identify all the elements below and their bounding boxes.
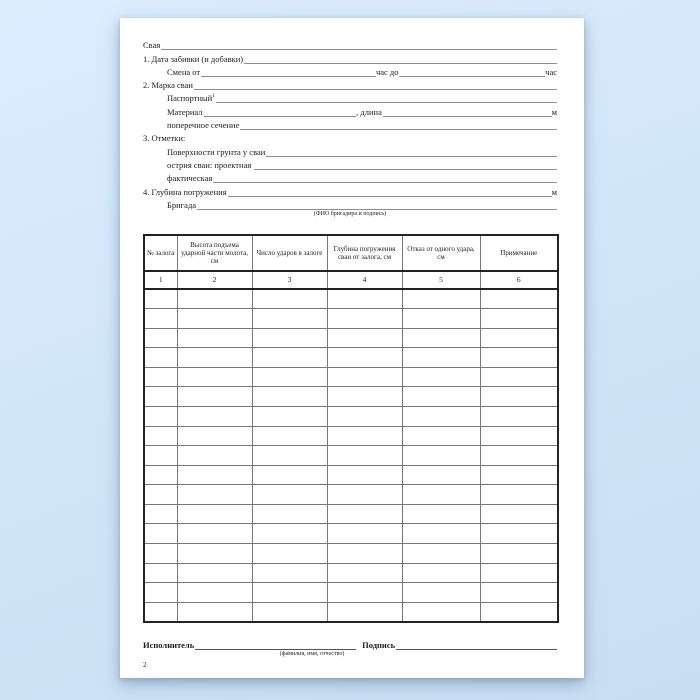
- footer-signatures: [143, 638, 557, 650]
- field-material-label: Материал: [167, 106, 203, 117]
- table-cell: [402, 504, 480, 524]
- table-cell: [252, 524, 327, 544]
- table-row: [144, 563, 558, 583]
- table-cell: [144, 602, 177, 622]
- table-header-cell: Высота подъема ударной части молота, см: [177, 235, 252, 271]
- table-cell: [252, 563, 327, 583]
- table-header-cell: Глубина погружения сваи от залога, см: [327, 235, 402, 271]
- table-cell: [144, 504, 177, 524]
- table-cell: [144, 387, 177, 407]
- table-cell: [177, 504, 252, 524]
- table-cell: [327, 446, 402, 466]
- table-cell: [177, 446, 252, 466]
- field-passport: [167, 90, 557, 103]
- table-cell: [177, 563, 252, 583]
- blank-line: [396, 638, 557, 650]
- field-depth: [143, 183, 557, 196]
- table-cell: [402, 367, 480, 387]
- table-cell: [402, 465, 480, 485]
- table-row: [144, 289, 558, 309]
- table-cell: [480, 465, 558, 485]
- field-shift-from-label: Смена от: [167, 66, 201, 77]
- table-cell: [177, 602, 252, 622]
- table-header-cell: Число ударов в залоге: [252, 235, 327, 271]
- blank-line: [204, 103, 357, 116]
- table-cell: [252, 583, 327, 603]
- table-cell: [327, 308, 402, 328]
- table-cell: [252, 544, 327, 564]
- table-cell: [480, 367, 558, 387]
- table-cell: [480, 406, 558, 426]
- table-cell: [480, 524, 558, 544]
- brigade-caption: (ФИО бригадира и подпись): [313, 210, 387, 217]
- blank-line: [244, 50, 557, 63]
- table-cell: [327, 328, 402, 348]
- table-row: [144, 602, 558, 622]
- executor-caption: (фамилия, имя, отчество): [279, 650, 345, 657]
- field-cross-section-label: поперечное сечение: [167, 120, 240, 131]
- table-cell: [252, 504, 327, 524]
- table-cell: [144, 446, 177, 466]
- field-tip-actual-label: фактическая: [167, 173, 213, 184]
- table-cell: [252, 328, 327, 348]
- blank-line: [383, 103, 552, 116]
- table-row: [144, 504, 558, 524]
- table-cell: [402, 544, 480, 564]
- table-cell: [480, 426, 558, 446]
- table-cell: [252, 308, 327, 328]
- table-cell: [327, 485, 402, 505]
- table-cell: [144, 544, 177, 564]
- field-material: [167, 103, 557, 116]
- table-row: [144, 485, 558, 505]
- column-number: 6: [480, 271, 558, 289]
- section-marks-label: 3. Отметки:: [143, 133, 186, 144]
- table-cell: [327, 602, 402, 622]
- table-cell: [402, 485, 480, 505]
- field-brigade-label: Бригада: [167, 199, 197, 210]
- table-cell: [327, 406, 402, 426]
- table-header-cell: Отказ от одного удара, см: [402, 235, 480, 271]
- table-cell: [144, 465, 177, 485]
- field-passport-label: Паспортный$^1$: [167, 93, 215, 104]
- table-body: [144, 289, 558, 622]
- table-row: [144, 426, 558, 446]
- table-header-cell: № залога: [144, 235, 177, 271]
- table-row: [144, 367, 558, 387]
- field-pile-mark-label: 2. Марка сваи: [143, 80, 193, 91]
- table-cell: [327, 583, 402, 603]
- field-drive-date: [143, 50, 557, 63]
- field-shift-end-label: час: [545, 66, 557, 77]
- column-number: 5: [402, 271, 480, 289]
- table-cell: [252, 465, 327, 485]
- table-row: [144, 308, 558, 328]
- field-drive-date-label: 1. Дата забивки (и добавки): [143, 53, 244, 64]
- table-header: [144, 235, 558, 289]
- table-cell: [402, 426, 480, 446]
- field-length-unit-label: м: [551, 106, 557, 117]
- table-row: [144, 583, 558, 603]
- blank-line: [213, 170, 557, 183]
- table-cell: [480, 602, 558, 622]
- table-cell: [402, 289, 480, 309]
- table-cell: [252, 426, 327, 446]
- form-content: [143, 37, 557, 669]
- footnote-marker: 1: [212, 93, 215, 100]
- table-cell: [144, 563, 177, 583]
- field-cross-section: [167, 117, 557, 130]
- table-row: [144, 524, 558, 544]
- column-number: 4: [327, 271, 402, 289]
- table-cell: [144, 406, 177, 426]
- field-pile-label: Свая: [143, 40, 161, 51]
- section-marks: [143, 130, 557, 143]
- table-cell: [177, 328, 252, 348]
- blank-line: [195, 638, 356, 650]
- table-cell: [252, 348, 327, 368]
- field-ground-level: [167, 143, 557, 156]
- table-cell: [144, 426, 177, 446]
- table-cell: [327, 563, 402, 583]
- table-row: [144, 446, 558, 466]
- form-page: [120, 18, 584, 678]
- table-header-row: [144, 235, 558, 271]
- field-depth-label: 4. Глубина погружения: [143, 186, 227, 197]
- table-row: [144, 387, 558, 407]
- table-cell: [402, 524, 480, 544]
- field-tip-actual: [167, 170, 557, 183]
- table-cell: [177, 387, 252, 407]
- driving-log-table: [143, 234, 559, 623]
- executor-label: Исполнитель: [143, 639, 195, 650]
- signature-label: Подпись: [362, 639, 396, 650]
- blank-line: [194, 77, 557, 90]
- table-cell: [402, 308, 480, 328]
- table-cell: [252, 406, 327, 426]
- table-cell: [252, 446, 327, 466]
- table-cell: [480, 583, 558, 603]
- field-shift-mid-label: час до: [375, 66, 399, 77]
- table-cell: [327, 387, 402, 407]
- table-cell: [402, 348, 480, 368]
- field-tip-design-label: острия сваи: проектная: [167, 159, 254, 170]
- table-cell: [252, 387, 327, 407]
- table-cell: [327, 289, 402, 309]
- blank-line: [201, 64, 376, 77]
- blank-line: [161, 37, 557, 50]
- table-row: [144, 544, 558, 564]
- table-cell: [144, 289, 177, 309]
- table-cell: [327, 504, 402, 524]
- table-cell: [480, 308, 558, 328]
- column-number-row: [144, 271, 558, 289]
- table-cell: [327, 348, 402, 368]
- table-cell: [177, 406, 252, 426]
- table-cell: [402, 328, 480, 348]
- column-number: 3: [252, 271, 327, 289]
- table-cell: [402, 406, 480, 426]
- table-row: [144, 465, 558, 485]
- blank-line: [197, 197, 557, 210]
- table-cell: [144, 328, 177, 348]
- table-cell: [177, 426, 252, 446]
- blank-line: [228, 183, 552, 196]
- field-pile-mark: [143, 77, 557, 90]
- table-cell: [402, 583, 480, 603]
- blank-line: [240, 117, 557, 130]
- table-row: [144, 328, 558, 348]
- table-cell: [402, 563, 480, 583]
- table-cell: [144, 524, 177, 544]
- table-row: [144, 348, 558, 368]
- column-number: 2: [177, 271, 252, 289]
- table-cell: [327, 524, 402, 544]
- table-cell: [177, 348, 252, 368]
- table-cell: [252, 602, 327, 622]
- table-cell: [144, 308, 177, 328]
- table-cell: [480, 328, 558, 348]
- table-cell: [144, 348, 177, 368]
- table-cell: [402, 387, 480, 407]
- table-cell: [480, 485, 558, 505]
- table-row: [144, 406, 558, 426]
- table-cell: [327, 426, 402, 446]
- table-cell: [177, 583, 252, 603]
- table-cell: [480, 348, 558, 368]
- table-cell: [327, 544, 402, 564]
- blank-line: [254, 157, 557, 170]
- table-cell: [252, 485, 327, 505]
- table-cell: [327, 465, 402, 485]
- table-cell: [480, 387, 558, 407]
- table-cell: [402, 602, 480, 622]
- table-header-cell: Примечание: [480, 235, 558, 271]
- blank-line: [266, 143, 557, 156]
- table-cell: [480, 504, 558, 524]
- table-cell: [177, 308, 252, 328]
- field-length-label: , длина: [356, 106, 382, 117]
- blank-line: [216, 90, 557, 103]
- table-cell: [177, 367, 252, 387]
- page-number: 2: [143, 660, 147, 669]
- table-cell: [177, 289, 252, 309]
- field-brigade: [167, 197, 557, 210]
- table-cell: [177, 485, 252, 505]
- table-cell: [144, 583, 177, 603]
- table-cell: [480, 289, 558, 309]
- column-number: 1: [144, 271, 177, 289]
- field-pile: [143, 37, 557, 50]
- table-cell: [177, 544, 252, 564]
- table-cell: [402, 446, 480, 466]
- table-cell: [480, 446, 558, 466]
- field-tip-design: [167, 157, 557, 170]
- table-cell: [480, 563, 558, 583]
- table-cell: [480, 544, 558, 564]
- table-cell: [177, 524, 252, 544]
- table-cell: [177, 465, 252, 485]
- table-cell: [327, 367, 402, 387]
- field-ground-level-label: Поверхности грунта у сваи: [167, 146, 266, 157]
- table-cell: [252, 289, 327, 309]
- table-cell: [144, 485, 177, 505]
- table-cell: [144, 367, 177, 387]
- table-cell: [252, 367, 327, 387]
- field-depth-unit-label: м: [551, 186, 557, 197]
- field-shift: [167, 64, 557, 77]
- blank-line: [399, 64, 545, 77]
